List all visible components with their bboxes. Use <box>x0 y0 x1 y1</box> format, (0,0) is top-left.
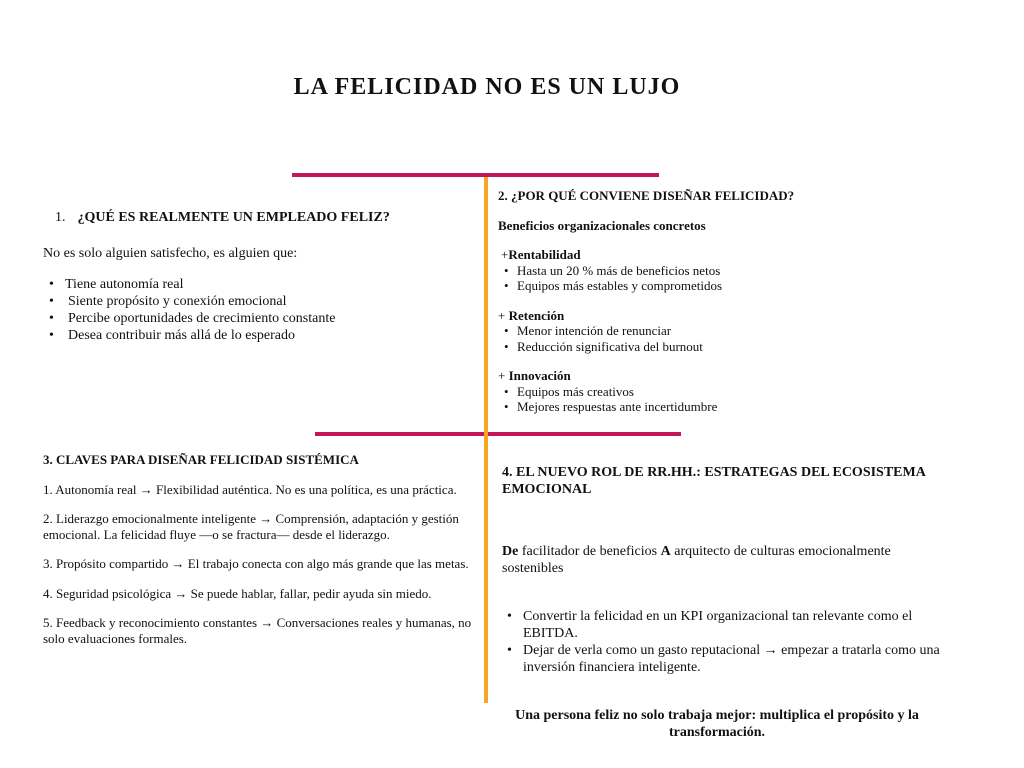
from-text: facilitador de beneficios <box>518 544 661 559</box>
section-1-list <box>43 276 463 344</box>
group-innovacion-list <box>498 384 818 415</box>
list-item: • Reducción significativa del burnout <box>498 339 818 355</box>
list-item: • Equipos más estables y comprometidos <box>498 278 818 294</box>
section-nuevo-rol-rrhh <box>502 450 942 755</box>
section-3-heading: 3. CLAVES PARA DISEÑAR FELICIDAD SISTÉMICA <box>43 452 359 467</box>
group-prefix: + <box>501 247 509 262</box>
closing-statement: Una persona feliz no solo trabaja mejor: multiplica el propósito y la transformación. <box>515 708 919 740</box>
section-disenar-felicidad <box>498 188 818 415</box>
group-retencion-list <box>498 323 818 354</box>
key-item: 3. Propósito compartido → El trabajo conecta con algo más grande que las metas. <box>43 556 469 571</box>
section-1-number: 1. <box>55 210 66 225</box>
group-title: Innovación <box>508 368 571 383</box>
section-1-heading-text: ¿QUÉ ES REALMENTE UN EMPLEADO FELIZ? <box>77 210 390 225</box>
middle-accent-line <box>315 432 681 436</box>
page-title: LA FELICIDAD NO ES UN LUJO <box>293 74 681 100</box>
section-1-intro: No es solo alguien satisfecho, es alguien que: <box>43 246 298 261</box>
role-shift-statement <box>502 543 942 577</box>
vertical-divider <box>484 177 488 703</box>
section-2-subheading: Beneficios organizacionales concretos <box>498 217 706 233</box>
section-2-heading: 2. ¿POR QUÉ CONVIENE DISEÑAR FELICIDAD? <box>498 188 795 203</box>
list-item: • Equipos más creativos <box>498 384 818 400</box>
key-item: 4. Seguridad psicológica → Se puede hablar, fallar, pedir ayuda sin miedo. <box>43 585 432 601</box>
to-text: arquitecto de culturas emocionalmente sostenibles <box>502 544 891 576</box>
group-retencion-title <box>498 308 818 324</box>
group-innovacion-title <box>498 368 818 384</box>
section-claves-felicidad <box>43 452 483 646</box>
section-4-list <box>502 608 942 676</box>
section-4-heading: 4. EL NUEVO ROL DE RR.HH.: ESTRATEGAS DEL ECOSISTEMA EMOCIONAL <box>502 465 926 497</box>
list-item: • Mejores respuestas ante incertidumbre <box>498 399 818 415</box>
list-item: • Percibe oportunidades de crecimiento constante <box>43 310 463 327</box>
key-item: 2. Liderazgo emocionalmente inteligente → Comprensión, adaptación y gestión emocional. La felicidad fluye —o se fractura— desde el liderazgo. <box>43 511 459 542</box>
from-word: De <box>502 544 519 559</box>
key-item: 1. Autonomía real → Flexibilidad auténtica. No es una política, es una práctica. <box>43 481 457 497</box>
group-prefix: + <box>498 368 509 383</box>
list-item: • Tiene autonomía real <box>43 276 463 293</box>
list-item: • Desea contribuir más allá de lo esperado <box>43 327 463 344</box>
list-item: • Convertir la felicidad en un KPI organizacional tan relevante como el EBITDA. <box>502 608 942 642</box>
group-title: Retención <box>508 307 565 323</box>
group-rentabilidad-title <box>498 247 818 263</box>
list-item: • Dejar de verla como un gasto reputacional → empezar a tratarla como una inversión financiera inteligente. <box>502 642 942 676</box>
group-prefix: + <box>498 307 509 323</box>
section-empleado-feliz <box>43 195 463 344</box>
list-item: • Hasta un 20 % más de beneficios netos <box>498 263 818 279</box>
to-word: A <box>660 544 671 559</box>
section-1-heading <box>55 209 463 226</box>
group-rentabilidad-list <box>498 263 818 294</box>
top-accent-line <box>292 173 659 177</box>
key-item: 5. Feedback y reconocimiento constantes → Conversaciones reales y humanas, no solo evaluaciones formales. <box>43 615 472 646</box>
group-title: Rentabilidad <box>508 247 581 262</box>
list-item: • Menor intención de renunciar <box>498 323 818 339</box>
list-item: • Siente propósito y conexión emocional <box>43 293 463 310</box>
